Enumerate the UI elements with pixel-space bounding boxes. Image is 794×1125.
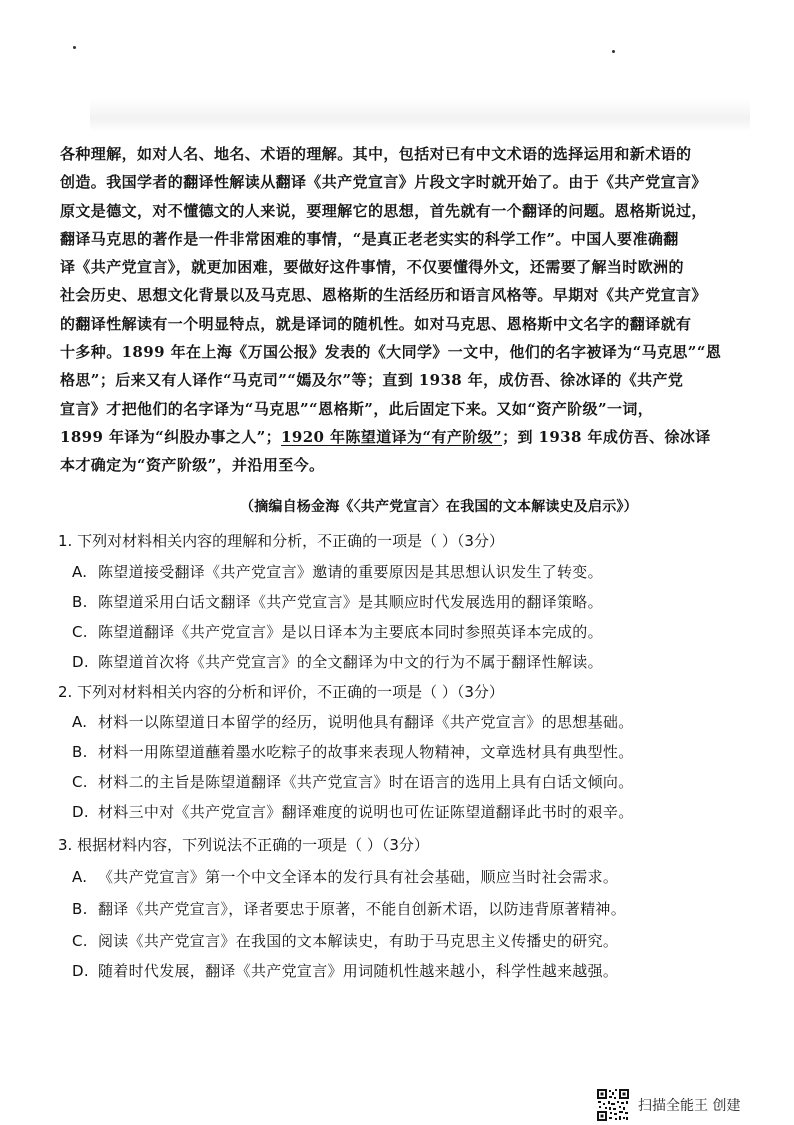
option-text: 材料三中对《共产党宣言》翻译难度的说明也可佐证陈望道翻译此书时的艰辛。 bbox=[98, 803, 634, 821]
scan-speck bbox=[612, 50, 615, 53]
option-text: 材料一以陈望道日本留学的经历，说明他具有翻译《共产党宣言》的思想基础。 bbox=[98, 713, 634, 731]
passage-line: 译《共产党宣言》，就更加困难，要做好这件事情，不仅要懂得外文，还需要了解当时欧洲的 bbox=[60, 258, 684, 277]
scanner-watermark bbox=[596, 1085, 740, 1125]
question-1-option-c bbox=[72, 621, 603, 642]
option-letter: B. bbox=[72, 900, 88, 918]
option-letter: D. bbox=[72, 803, 89, 821]
underlined-phrase: 1920 年陈望道译为“有产阶级” bbox=[281, 427, 503, 446]
question-2-stem: 2. 下列对材料相关内容的分析和评价，不正确的一项是（ ）（3分） bbox=[58, 683, 504, 701]
option-letter: C. bbox=[72, 623, 88, 641]
question-2-option-b bbox=[72, 741, 634, 762]
line-text: 1899 年译为“纠股办事之人”； bbox=[60, 427, 282, 446]
option-text: 陈望道首次将《共产党宣言》的全文翻译为中文的行为不属于翻译性解读。 bbox=[98, 653, 603, 671]
question-1-option-b bbox=[72, 591, 603, 612]
question-2-option-a bbox=[72, 711, 634, 732]
source-citation: （摘编自杨金海《〈共产党宣言〉在我国的文本解读史及启示》） bbox=[240, 499, 638, 515]
option-text: 材料二的主旨是陈望道翻译《共产党宣言》时在语言的选用上具有白话文倾向。 bbox=[98, 773, 634, 791]
qr-code-icon bbox=[596, 1088, 630, 1122]
question-3-option-a bbox=[72, 866, 618, 887]
option-letter: D. bbox=[72, 653, 89, 671]
passage-line: 的翻译性解读有一个明显特点，就是译词的随机性。如对马克思、恩格斯中文名字的翻译就有 bbox=[60, 314, 692, 333]
option-text: 陈望道采用白话文翻译《共产党宣言》是其顺应时代发展选用的翻译策略。 bbox=[98, 593, 603, 611]
scan-speck bbox=[73, 46, 76, 49]
passage-line: 本才确定为“资产阶级”，并沿用至今。 bbox=[60, 456, 325, 475]
option-text: 阅读《共产党宣言》在我国的文本解读史，有助于马克思主义传播史的研究。 bbox=[98, 932, 619, 950]
option-letter: B. bbox=[72, 743, 88, 761]
line-text: ；到 1938 年成仿吾、徐冰译 bbox=[502, 427, 711, 446]
option-letter: A. bbox=[72, 713, 88, 731]
question-3-option-d bbox=[72, 960, 618, 981]
question-3-stem: 3. 根据材料内容，下列说法不正确的一项是（ ）（3分） bbox=[58, 836, 429, 854]
passage-line: 各种理解，如对人名、地名、术语的理解。其中，包括对已有中文术语的选择运用和新术语的 bbox=[60, 145, 692, 163]
passage-line: 十多种。1899 年在上海《万国公报》发表的《大同学》一文中，他们的名字被译为“马克思”“恩 bbox=[60, 343, 722, 362]
option-text: 陈望道接受翻译《共产党宣言》邀请的重要原因是其思想认识发生了转变。 bbox=[98, 563, 603, 581]
option-text: 翻译《共产党宣言》，译者要忠于原著，不能自创新术语，以防违背原著精神。 bbox=[98, 900, 627, 918]
question-2-option-c bbox=[72, 771, 634, 792]
question-3-option-b bbox=[72, 898, 626, 919]
scan-bleed-through bbox=[90, 98, 750, 132]
option-letter: B. bbox=[72, 593, 88, 611]
option-text: 陈望道翻译《共产党宣言》是以日译本为主要底本同时参照英译本完成的。 bbox=[98, 623, 603, 641]
passage-line: 格思”；后来又有人译作“马克司”“嫣及尔”等；直到 1938 年，成仿吾、徐冰译的《共产党 bbox=[60, 371, 684, 390]
question-3-option-c bbox=[72, 930, 618, 951]
option-text: 随着时代发展，翻译《共产党宣言》用词随机性越来越小，科学性越来越强。 bbox=[98, 962, 619, 980]
option-letter: C. bbox=[72, 932, 88, 950]
option-letter: C. bbox=[72, 773, 88, 791]
question-1-stem: 1. 下列对材料相关内容的理解和分析，不正确的一项是（ ）（3分） bbox=[58, 532, 504, 550]
passage-line: 创造。我国学者的翻译性解读从翻译《共产党宣言》片段文字时就开始了。由于《共产党宣言》 bbox=[60, 173, 707, 192]
passage-line bbox=[60, 423, 750, 451]
option-letter: A. bbox=[72, 868, 88, 886]
option-text: 《共产党宣言》第一个中文全译本的发行具有社会基础，顺应当时社会需求。 bbox=[98, 868, 619, 886]
passage-paragraph bbox=[60, 140, 750, 480]
passage-line: 翻译马克思的著作是一件非常困难的事情，“是真正老老实实的科学工作”。中国人要准确翻 bbox=[60, 229, 679, 248]
option-letter: A. bbox=[72, 563, 88, 581]
question-1-option-d bbox=[72, 651, 603, 672]
option-text: 材料一用陈望道蘸着墨水吃粽子的故事来表现人物精神，文章选材具有典型性。 bbox=[98, 743, 634, 761]
question-1-option-a bbox=[72, 561, 603, 582]
passage-line: 社会历史、思想文化背景以及马克思、恩格斯的生活经历和语言风格等。早期对《共产党宣言》 bbox=[60, 286, 707, 305]
passage-line: 宣言》才把他们的名字译为“马克思”“恩格斯”，此后固定下来。又如“资产阶级”一词， bbox=[60, 399, 654, 418]
option-letter: D. bbox=[72, 962, 89, 980]
question-2-option-d bbox=[72, 801, 634, 822]
passage-line: 原文是德文，对不懂德文的人来说，要理解它的思想，首先就有一个翻译的问题。恩格斯说过， bbox=[60, 201, 707, 220]
scanner-brand-text: 扫描全能王 创建 bbox=[638, 1098, 741, 1114]
